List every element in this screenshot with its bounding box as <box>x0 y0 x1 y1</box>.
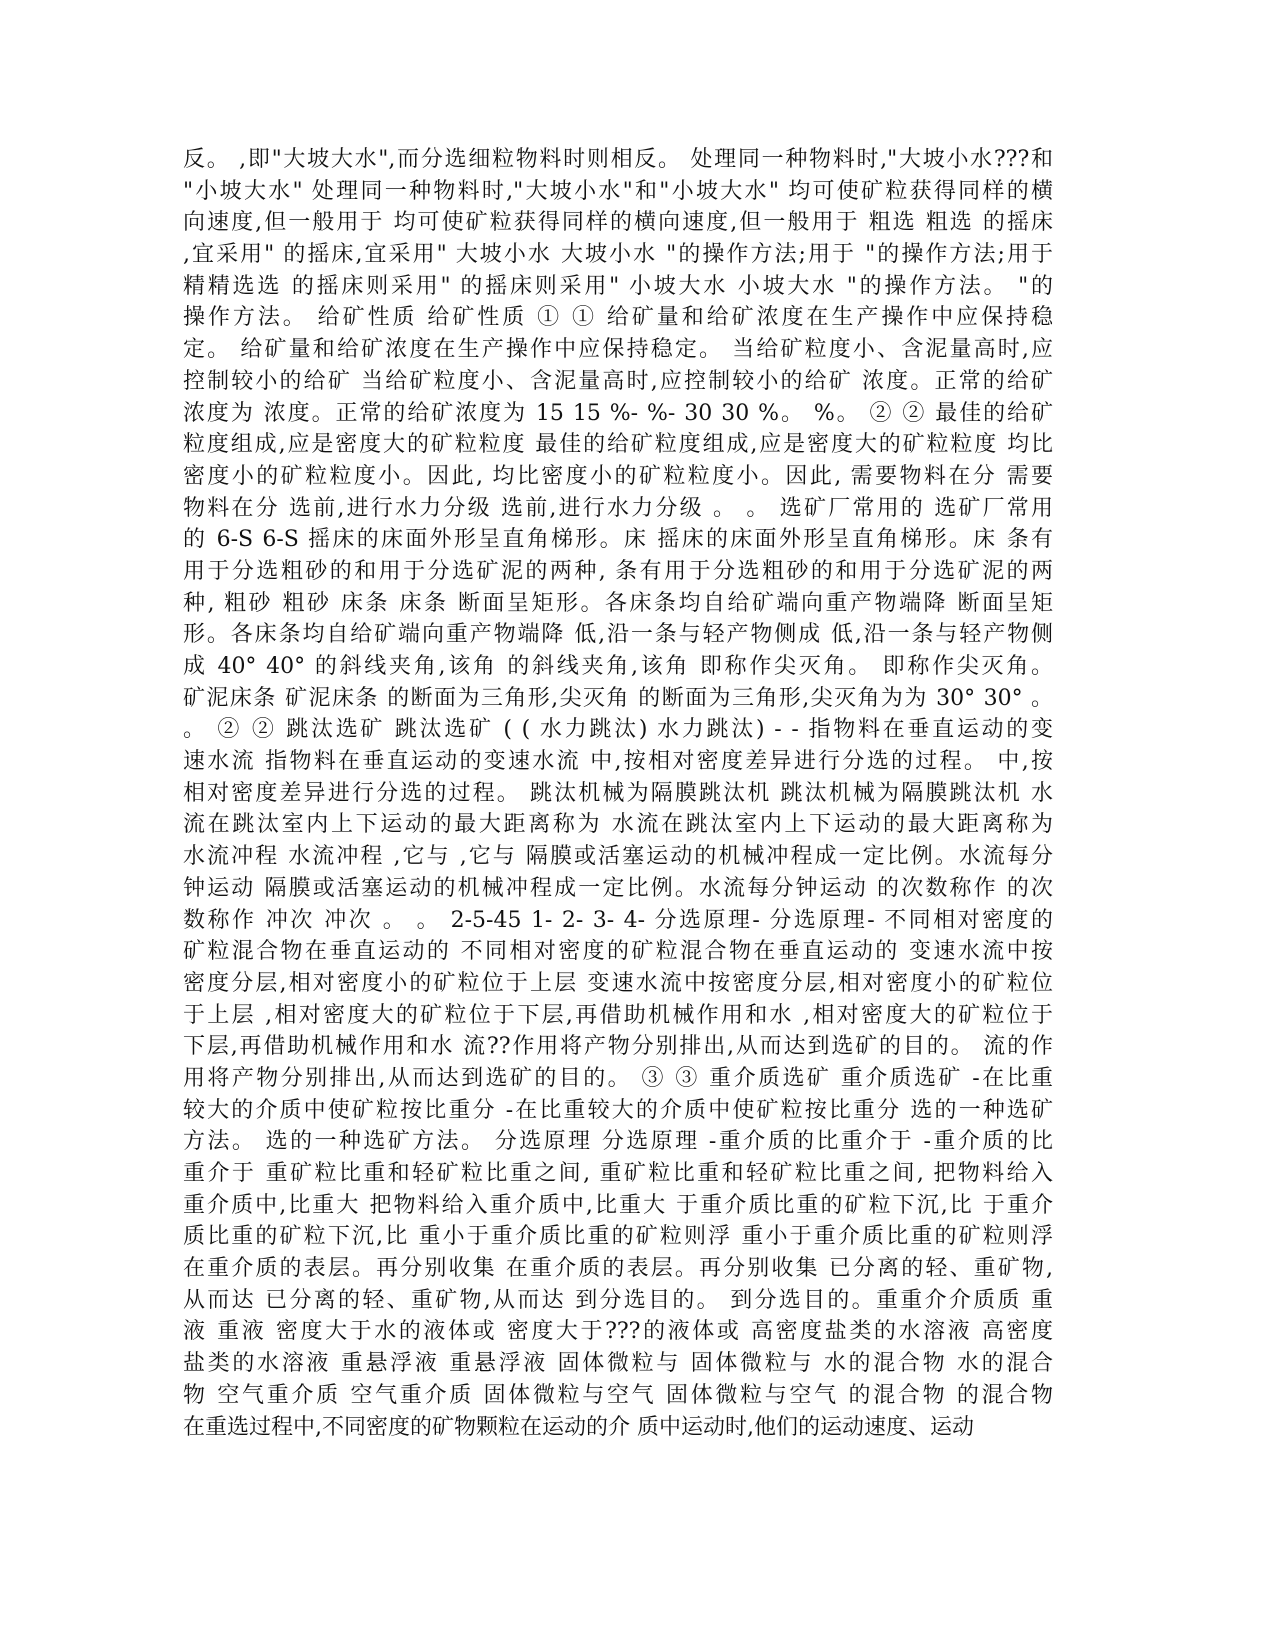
text-line: ,宜采用" 的摇床,宜采用" 大坡小水 大坡小水 "的操作方法;用于 "的操作方法;用于 <box>183 242 1053 268</box>
text-line: 方法。 选的一种选矿方法。 分选原理 分选原理 -重介质的比重介于 -重介质的比 <box>183 1129 1053 1155</box>
text-line: 矿泥床条 矿泥床条 的断面为三角形,尖灭角 的断面为三角形,尖灭角为为 30° 30° 。 <box>183 685 1053 711</box>
text-line: 数称作 冲次 冲次 。 。 2-5-45 1- 2- 3- 4- 分选原理- 分选原理- 不同相对密度的 <box>183 907 1053 933</box>
text-line: 密度分层,相对密度小的矿粒位于上层 变速水流中按密度分层,相对密度小的矿粒位 <box>183 970 1053 996</box>
text-line: 液 重液 密度大于水的液体或 密度大于???的液体或 高密度盐类的水溶液 高密度 <box>183 1319 1053 1345</box>
text-line: 控制较小的给矿 当给矿粒度小、含泥量高时,应控制较小的给矿 浓度。正常的给矿 <box>183 368 1053 394</box>
text-line: 反。 ,即"大坡大水",而分选细粒物料时则相反。 处理同一种物料时,"大坡小水???和 <box>183 147 1053 172</box>
text-line: 重介质中,比重大 把物料给入重介质中,比重大 于重介质比重的矿粒下沉,比 于重介 <box>183 1192 1053 1218</box>
text-line: 向速度,但一般用于 均可使矿粒获得同样的横向速度,但一般用于 粗选 粗选 的摇床 <box>183 210 1053 236</box>
text-line: 形。各床条均自给矿端向重产物端降 低,沿一条与轻产物侧成 低,沿一条与轻产物侧 <box>183 622 1053 648</box>
text-line: 较大的介质中使矿粒按比重分 -在比重较大的介质中使矿粒按比重分 选的一种选矿 <box>183 1097 1053 1123</box>
text-line: 密度小的矿粒粒度小。因此, 均比密度小的矿粒粒度小。因此, 需要物料在分 需要 <box>183 463 1053 489</box>
text-line: 水流冲程 水流冲程 ,它与 ,它与 隔膜或活塞运动的机械冲程成一定比例。水流每分 <box>183 844 1053 870</box>
text-line: 物 空气重介质 空气重介质 固体微粒与空气 固体微粒与空气 的混合物 的混合物 <box>183 1382 1053 1408</box>
text-line: 定。 给矿量和给矿浓度在生产操作中应保持稳定。 当给矿粒度小、含泥量高时,应 <box>183 337 1053 363</box>
text-line: 成 40° 40° 的斜线夹角,该角 的斜线夹角,该角 即称作尖灭角。 即称作尖灭角。 <box>183 654 1053 679</box>
text-line: 精精选选 的摇床则采用" 的摇床则采用" 小坡大水 小坡大水 "的操作方法。 "的 <box>183 273 1053 299</box>
text-line: 从而达 已分离的轻、重矿物,从而达 到分选目的。 到分选目的。重重介介质质 重 <box>183 1287 1053 1313</box>
text-line: 矿粒混合物在垂直运动的 不同相对密度的矿粒混合物在垂直运动的 变速水流中按 <box>183 939 1053 965</box>
text-line: 种, 粗砂 粗砂 床条 床条 断面呈矩形。各床条均自给矿端向重产物端降 断面呈矩 <box>183 590 1053 616</box>
text-line: 在重选过程中,不同密度的矿物颗粒在运动的介 质中运动时,他们的运动速度、运动 <box>183 1414 974 1440</box>
text-line: 在重介质的表层。再分别收集 在重介质的表层。再分别收集 已分离的轻、重矿物, <box>183 1256 1053 1282</box>
text-line: 粒度组成,应是密度大的矿粒粒度 最佳的给矿粒度组成,应是密度大的矿粒粒度 均比 <box>183 432 1053 458</box>
text-line: 下层,再借助机械作用和水 流??作用将产物分别排出,从而达到选矿的目的。 流的作 <box>183 1034 1053 1060</box>
text-line: 的 6-S 6-S 摇床的床面外形呈直角梯形。床 摇床的床面外形呈直角梯形。床 条有 <box>183 527 1053 553</box>
text-line: 相对密度差异进行分选的过程。 跳汰机械为隔膜跳汰机 跳汰机械为隔膜跳汰机 水 <box>183 780 1053 806</box>
text-line: 质比重的矿粒下沉,比 重小于重介质比重的矿粒则浮 重小于重介质比重的矿粒则浮 <box>183 1224 1053 1250</box>
text-line: 浓度为 浓度。正常的给矿浓度为 15 15 %- %- 30 30 %。 %。 ② ② 最佳的给矿 <box>183 400 1053 426</box>
text-line: 流在跳汰室内上下运动的最大距离称为 水流在跳汰室内上下运动的最大距离称为 <box>183 812 1053 838</box>
text-line: 于上层 ,相对密度大的矿粒位于下层,再借助机械作用和水 ,相对密度大的矿粒位于 <box>183 1002 1053 1028</box>
text-line: 重介于 重矿粒比重和轻矿粒比重之间, 重矿粒比重和轻矿粒比重之间, 把物料给入 <box>183 1161 1053 1186</box>
text-line: 操作方法。 给矿性质 给矿性质 ① ① 给矿量和给矿浓度在生产操作中应保持稳 <box>183 305 1053 331</box>
body-text <box>183 144 1053 1443</box>
text-line: 速水流 指物料在垂直运动的变速水流 中,按相对密度差异进行分选的过程。 中,按 <box>183 749 1053 775</box>
text-line: "小坡大水" 处理同一种物料时,"大坡小水"和"小坡大水" 均可使矿粒获得同样的横 <box>183 178 1053 204</box>
text-line: 物料在分 选前,进行水力分级 选前,进行水力分级 。 。 选矿厂常用的 选矿厂常用 <box>183 495 1053 521</box>
text-line: 盐类的水溶液 重悬浮液 重悬浮液 固体微粒与 固体微粒与 水的混合物 水的混合 <box>183 1351 1053 1377</box>
text-line: 钟运动 隔膜或活塞运动的机械冲程成一定比例。水流每分钟运动 的次数称作 的次 <box>183 875 1053 901</box>
text-line: 。 ② ② 跳汰选矿 跳汰选矿 ( ( 水力跳汰) 水力跳汰) - - 指物料在垂直运动的变 <box>183 717 1053 743</box>
text-line: 用于分选粗砂的和用于分选矿泥的两种, 条有用于分选粗砂的和用于分选矿泥的两 <box>183 558 1053 584</box>
text-line: 用将产物分别排出,从而达到选矿的目的。 ③ ③ 重介质选矿 重介质选矿 -在比重 <box>183 1065 1053 1091</box>
